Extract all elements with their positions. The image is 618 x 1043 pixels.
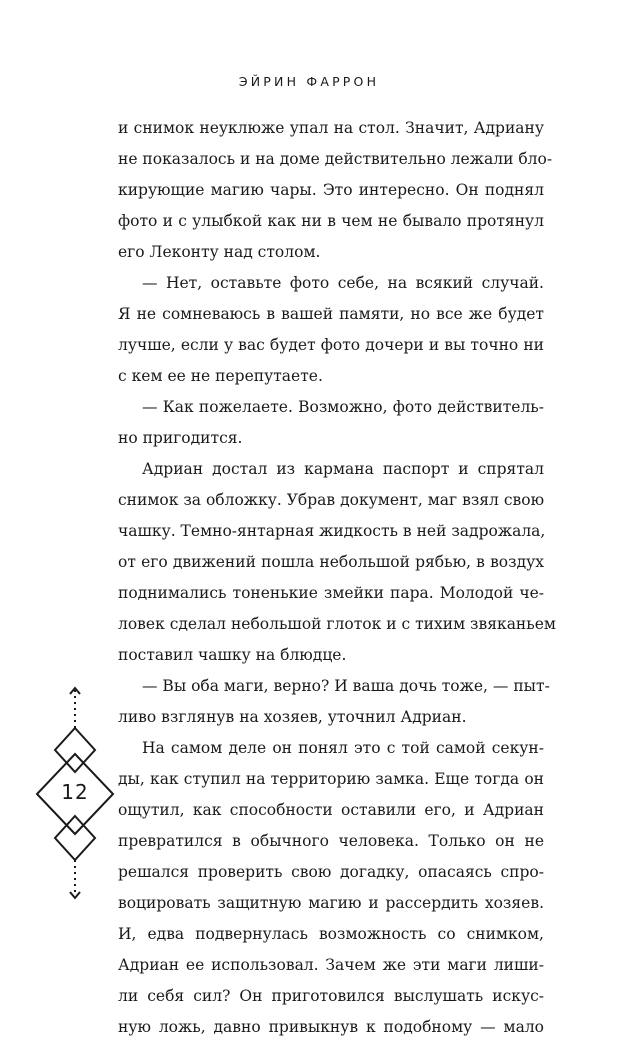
text-line: решался проверить свою догадку, опасаясь спро- <box>118 863 544 881</box>
text-line: но пригодится. <box>118 429 243 447</box>
paragraph <box>118 392 544 454</box>
text-line: ды, как ступил на территорию замка. Еще тогда он <box>118 770 544 788</box>
text-line: не показалось и на доме действительно лежали бло- <box>118 150 553 168</box>
paragraph <box>118 454 556 671</box>
text-line: ную ложь, давно привыкнув к подобному — мало <box>118 1018 544 1036</box>
text-line: его Леконту над столом. <box>118 243 321 261</box>
text-line: кирующие магию чары. Это интересно. Он поднял <box>118 181 544 199</box>
text-line: Адриан достал из кармана паспорт и спрятал <box>142 460 544 478</box>
paragraph <box>118 733 544 1043</box>
text-line: от его движений пошла небольшой рябью, в воздух <box>118 553 544 571</box>
text-line: чашку. Темно-янтарная жидкость в ней задрожала, <box>118 522 546 540</box>
text-line: ловек сделал небольшой глоток и с тихим звяканьем <box>118 615 556 633</box>
running-head-author: ЭЙРИН ФАРРОН <box>238 74 380 89</box>
text-line: — Вы оба маги, верно? И ваша дочь тоже, — пыт- <box>142 677 550 695</box>
text-line: поднимались тоненькие змейки пара. Молодой че- <box>118 584 544 602</box>
text-line: поставил чашку на блюдце. <box>118 646 347 664</box>
text-line: и снимок неуклюже упал на стол. Значит, Адриану <box>118 119 544 137</box>
text-line: фото и с улыбкой как ни в чем не бывало протянул <box>118 212 544 230</box>
text-line: превратился в обычного человека. Только он не <box>118 832 544 850</box>
text-line: воцировать защитную магию и рассердить хозяев. <box>118 894 544 912</box>
text-line: ощутил, как способности оставили его, и Адриан <box>118 801 544 819</box>
text-line: лучше, если у вас будет фото дочери и вы точно ни <box>118 336 544 354</box>
text-line: На самом деле он понял это с той самой секун- <box>142 739 544 757</box>
diamond-upper <box>55 728 95 772</box>
text-line: — Как пожелаете. Возможно, фото действитель- <box>142 398 544 416</box>
text-line: ливо взглянув на хозяев, уточнил Адриан. <box>118 708 467 726</box>
paragraph <box>118 113 553 268</box>
text-line: И, едва подвернулась возможность со снимком, <box>118 925 544 943</box>
paragraph <box>118 268 544 392</box>
text-line: снимок за обложку. Убрав документ, маг взял свою <box>118 491 545 509</box>
paragraph <box>118 671 550 733</box>
text-line: Я не сомневаюсь в вашей памяти, но все же будет <box>118 305 544 323</box>
diamond-lower <box>55 816 95 860</box>
text-line: Адриан ее использовал. Зачем же эти маги лиши- <box>118 956 544 974</box>
text-line: ли себя сил? Он приготовился выслушать искус- <box>118 987 544 1005</box>
page-number: 12 <box>61 780 89 804</box>
text-line: с кем ее не перепутаете. <box>118 367 323 385</box>
body-text <box>118 113 556 1043</box>
arrow-down-icon <box>70 892 80 898</box>
text-line: — Нет, оставьте фото себе, на всякий случай. <box>142 274 544 292</box>
